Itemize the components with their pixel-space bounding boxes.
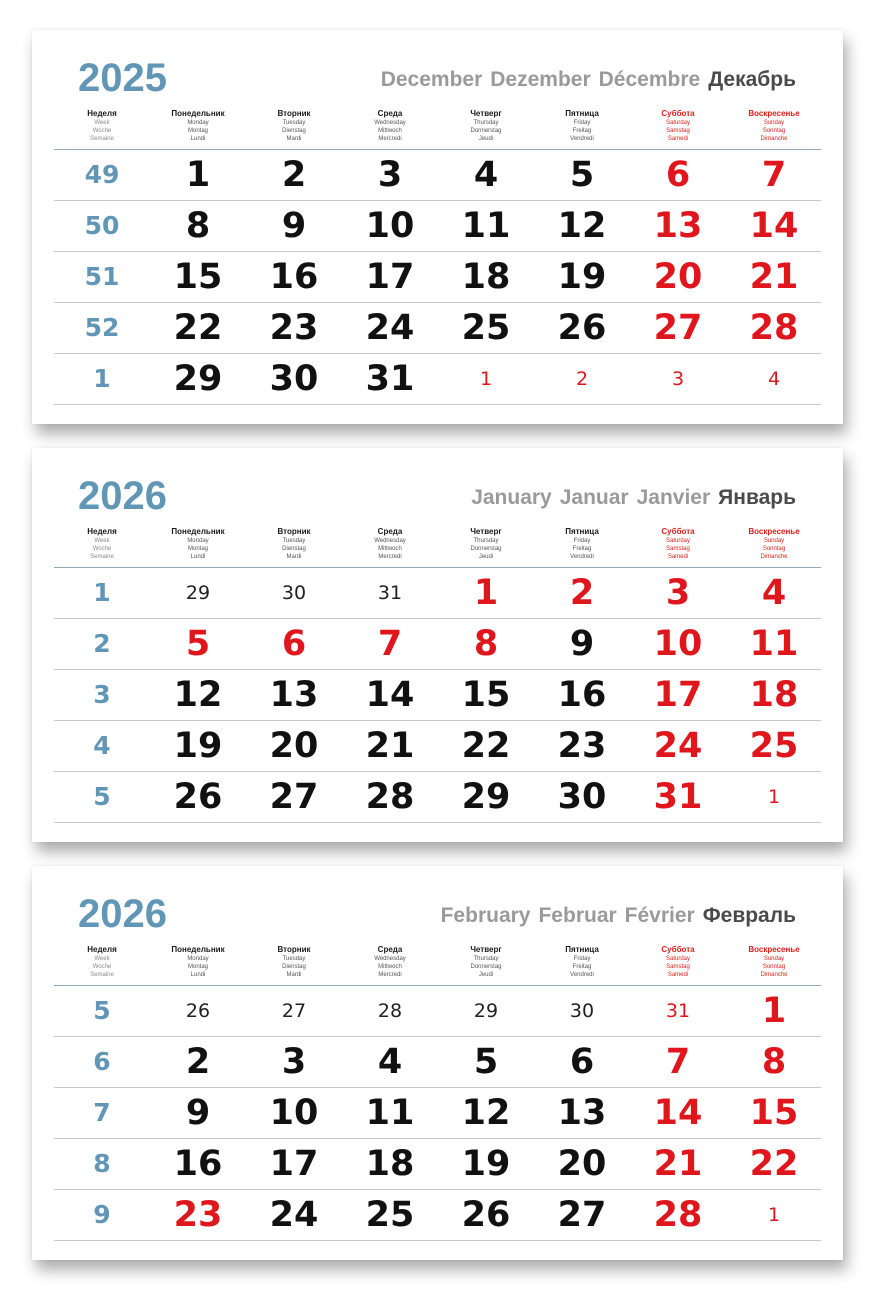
year-label: 2026 — [78, 474, 167, 518]
day-cell: 1 — [473, 573, 499, 613]
day-header-fr: Mardi — [286, 972, 302, 978]
day-cell: 30 — [269, 359, 319, 399]
day-cell: 1 — [761, 991, 787, 1031]
day-header-de: Dienstag — [282, 546, 306, 552]
week-row — [54, 1088, 821, 1139]
day-header-fr: Vendredi — [570, 972, 594, 978]
day-cell: 16 — [269, 257, 319, 297]
day-cell: 25 — [461, 308, 511, 348]
day-header-fr: Lundi — [190, 972, 206, 978]
day-header-en: Week — [94, 120, 110, 126]
day-cell: 5 — [473, 1042, 499, 1082]
day-cell: 31 — [365, 359, 415, 399]
day-header-de: Mittwoch — [378, 128, 402, 134]
week-number: 51 — [84, 262, 120, 291]
day-cell: 14 — [749, 206, 799, 246]
week-number: 7 — [93, 1098, 111, 1127]
day-header-fr: Semaine — [90, 554, 114, 560]
day-header-fr: Lundi — [190, 136, 206, 142]
day-cell: 12 — [173, 675, 223, 715]
adjacent-day-cell: 1 — [479, 368, 493, 390]
day-cell: 20 — [269, 726, 319, 766]
day-cell: 21 — [365, 726, 415, 766]
day-header-en: Week — [94, 538, 110, 544]
day-cell: 4 — [473, 155, 499, 195]
day-cell: 22 — [749, 1144, 799, 1184]
day-cell: 26 — [557, 308, 607, 348]
month-name-fr: Janvier — [636, 486, 711, 509]
day-header-en: Saturday — [665, 120, 690, 126]
day-header — [534, 527, 630, 561]
month-names — [373, 68, 796, 92]
day-header — [630, 945, 726, 979]
day-cell: 9 — [185, 1093, 211, 1133]
day-cell: 20 — [557, 1144, 607, 1184]
day-header-fr: Mardi — [286, 136, 302, 142]
day-header — [150, 945, 246, 979]
day-header — [246, 109, 342, 143]
day-header — [150, 527, 246, 561]
day-header — [246, 945, 342, 979]
day-header-en: Wednesday — [374, 956, 406, 962]
week-row — [54, 772, 821, 823]
week-number: 4 — [93, 731, 111, 760]
day-header-de: Donnerstag — [470, 128, 502, 134]
day-header-ru: Вторник — [277, 945, 311, 954]
day-cell: 8 — [473, 624, 499, 664]
day-header-en: Sunday — [763, 956, 785, 962]
day-cell: 18 — [461, 257, 511, 297]
day-header-en: Tuesday — [282, 538, 306, 544]
week-number: 5 — [93, 782, 111, 811]
day-cell: 28 — [653, 1195, 703, 1235]
day-header — [726, 945, 822, 979]
day-cell: 3 — [665, 573, 691, 613]
month-name-de: Januar — [559, 486, 629, 509]
day-cell: 19 — [557, 257, 607, 297]
day-header-en: Saturday — [665, 956, 690, 962]
day-cell: 28 — [365, 777, 415, 817]
week-number: 50 — [84, 211, 120, 240]
day-cell: 27 — [557, 1195, 607, 1235]
day-header-fr: Samedi — [667, 972, 689, 978]
month-name-de: Dezember — [490, 68, 591, 91]
day-cell: 7 — [761, 155, 787, 195]
week-number: 1 — [93, 578, 111, 607]
day-cell: 3 — [281, 1042, 307, 1082]
day-cell: 1 — [185, 155, 211, 195]
week-row — [54, 354, 821, 405]
week-row — [54, 568, 821, 619]
day-header-fr: Lundi — [190, 554, 206, 560]
day-header-fr: Samedi — [667, 554, 689, 560]
day-header — [534, 109, 630, 143]
day-header-fr: Mardi — [286, 554, 302, 560]
day-header-ru: Понедельник — [171, 527, 225, 536]
adjacent-day-cell: 2 — [575, 368, 589, 390]
day-header-ru: Понедельник — [171, 109, 225, 118]
week-number: 2 — [93, 629, 111, 658]
year-label: 2025 — [78, 56, 167, 100]
day-header-en: Monday — [187, 956, 209, 962]
day-header-ru: Вторник — [277, 527, 311, 536]
day-header-de: Woche — [92, 128, 112, 134]
adjacent-day-cell: 30 — [281, 582, 307, 604]
day-header-en: Thursday — [473, 956, 499, 962]
day-cell: 21 — [749, 257, 799, 297]
day-cell: 10 — [269, 1093, 319, 1133]
week-row — [54, 201, 821, 252]
adjacent-day-cell: 29 — [473, 1000, 499, 1022]
month-names — [463, 486, 796, 510]
day-header-en: Monday — [187, 120, 209, 126]
day-cell: 10 — [653, 624, 703, 664]
day-header-ru: Среда — [377, 109, 403, 118]
adjacent-day-cell: 31 — [377, 582, 403, 604]
year-label: 2026 — [78, 892, 167, 936]
day-header-ru: Среда — [377, 945, 403, 954]
day-header-fr: Jeudi — [478, 136, 494, 142]
day-header-fr: Dimanche — [760, 136, 788, 142]
day-cell: 29 — [461, 777, 511, 817]
month-name-ru: Февраль — [702, 904, 796, 927]
week-number: 6 — [93, 1047, 111, 1076]
day-header-de: Sonntag — [762, 128, 786, 134]
adjacent-day-cell: 30 — [569, 1000, 595, 1022]
day-cell: 16 — [173, 1144, 223, 1184]
day-cell: 24 — [653, 726, 703, 766]
day-header-ru: Пятница — [565, 527, 599, 536]
day-cell: 24 — [365, 308, 415, 348]
day-cell: 7 — [377, 624, 403, 664]
day-cell: 6 — [665, 155, 691, 195]
week-row — [54, 721, 821, 772]
day-cell: 13 — [653, 206, 703, 246]
day-header-en: Tuesday — [282, 956, 306, 962]
day-header-de: Freitag — [572, 128, 592, 134]
day-header — [726, 109, 822, 143]
day-cell: 23 — [557, 726, 607, 766]
month-name-fr: Février — [624, 904, 695, 927]
day-header-ru: Воскресенье — [748, 945, 800, 954]
day-header-en: Tuesday — [282, 120, 306, 126]
day-header-ru: Суббота — [661, 945, 695, 954]
day-header — [342, 109, 438, 143]
day-header — [438, 527, 534, 561]
month-name-de: Februar — [538, 904, 617, 927]
day-header-en: Thursday — [473, 120, 499, 126]
day-header-ru: Среда — [377, 527, 403, 536]
day-cell: 4 — [761, 573, 787, 613]
day-header-ru: Вторник — [277, 109, 311, 118]
day-cell: 19 — [461, 1144, 511, 1184]
day-header-de: Mittwoch — [378, 546, 402, 552]
day-header-ru: Суббота — [661, 109, 695, 118]
day-header-de: Montag — [187, 128, 208, 134]
day-header — [630, 527, 726, 561]
adjacent-day-cell: 28 — [377, 1000, 403, 1022]
day-cell: 6 — [281, 624, 307, 664]
day-cell: 23 — [173, 1195, 223, 1235]
week-number: 3 — [93, 680, 111, 709]
adjacent-day-cell: 1 — [767, 786, 781, 808]
day-header — [726, 527, 822, 561]
day-header-en: Sunday — [763, 538, 785, 544]
day-cell: 26 — [461, 1195, 511, 1235]
day-header-fr: Samedi — [667, 136, 689, 142]
month-panel — [32, 866, 843, 1260]
day-cell: 9 — [281, 206, 307, 246]
day-cell: 30 — [557, 777, 607, 817]
day-header-en: Week — [94, 956, 110, 962]
day-cell: 4 — [377, 1042, 403, 1082]
day-header-de: Donnerstag — [470, 546, 502, 552]
week-row — [54, 1139, 821, 1190]
day-header-ru: Суббота — [661, 527, 695, 536]
day-cell: 2 — [281, 155, 307, 195]
month-names — [433, 904, 796, 928]
day-header-de: Samstag — [666, 964, 690, 970]
day-cell: 25 — [749, 726, 799, 766]
week-number: 49 — [84, 160, 120, 189]
day-cell: 16 — [557, 675, 607, 715]
month-name-en: January — [471, 486, 552, 509]
week-number: 8 — [93, 1149, 111, 1178]
day-header-de: Freitag — [572, 964, 592, 970]
day-header-ru: Пятница — [565, 945, 599, 954]
day-cell: 12 — [461, 1093, 511, 1133]
day-cell: 17 — [269, 1144, 319, 1184]
day-header-de: Sonntag — [762, 546, 786, 552]
day-cell: 19 — [173, 726, 223, 766]
week-row — [54, 252, 821, 303]
day-cell: 29 — [173, 359, 223, 399]
day-header-en: Friday — [573, 956, 591, 962]
day-cell: 25 — [365, 1195, 415, 1235]
week-number: 5 — [93, 996, 111, 1025]
day-header — [150, 109, 246, 143]
adjacent-day-cell: 1 — [767, 1204, 781, 1226]
month-name-en: February — [440, 904, 531, 927]
week-row — [54, 670, 821, 721]
day-header-fr: Jeudi — [478, 554, 494, 560]
week-row — [54, 1190, 821, 1241]
day-header-de: Dienstag — [282, 964, 306, 970]
day-header-de: Donnerstag — [470, 964, 502, 970]
day-header-en: Wednesday — [374, 120, 406, 126]
day-header-fr: Semaine — [90, 972, 114, 978]
day-cell: 11 — [365, 1093, 415, 1133]
day-cell: 14 — [365, 675, 415, 715]
day-header-en: Thursday — [473, 538, 499, 544]
day-cell: 14 — [653, 1093, 703, 1133]
day-cell: 28 — [749, 308, 799, 348]
day-header-en: Friday — [573, 538, 591, 544]
month-panel — [32, 448, 843, 842]
day-header-fr: Dimanche — [760, 554, 788, 560]
day-header-de: Samstag — [666, 546, 690, 552]
day-header-de: Woche — [92, 964, 112, 970]
day-cell: 21 — [653, 1144, 703, 1184]
adjacent-day-cell: 27 — [281, 1000, 307, 1022]
day-cell: 13 — [557, 1093, 607, 1133]
week-row — [54, 619, 821, 670]
day-header-de: Samstag — [666, 128, 690, 134]
day-header-fr: Mercredi — [378, 136, 402, 142]
day-cell: 11 — [461, 206, 511, 246]
day-cell: 3 — [377, 155, 403, 195]
day-header-ru: Пятница — [565, 109, 599, 118]
day-header-fr: Semaine — [90, 136, 114, 142]
day-header-fr: Vendredi — [570, 554, 594, 560]
month-name-ru: Январь — [718, 486, 796, 509]
day-header-de: Freitag — [572, 546, 592, 552]
day-header-de: Montag — [187, 546, 208, 552]
day-cell: 15 — [173, 257, 223, 297]
day-cell: 15 — [461, 675, 511, 715]
day-header-ru: Четверг — [470, 527, 502, 536]
month-name-ru: Декабрь — [708, 68, 796, 91]
day-cell: 27 — [269, 777, 319, 817]
day-cell: 27 — [653, 308, 703, 348]
day-header-fr: Mercredi — [378, 554, 402, 560]
day-header — [438, 945, 534, 979]
day-cell: 8 — [185, 206, 211, 246]
day-cell: 2 — [569, 573, 595, 613]
day-header-fr: Mercredi — [378, 972, 402, 978]
day-header-de: Woche — [92, 546, 112, 552]
day-cell: 24 — [269, 1195, 319, 1235]
day-header-ru: Понедельник — [171, 945, 225, 954]
adjacent-day-cell: 29 — [185, 582, 211, 604]
day-header-fr: Jeudi — [478, 972, 494, 978]
day-cell: 22 — [173, 308, 223, 348]
day-header — [534, 945, 630, 979]
month-name-fr: Décembre — [598, 68, 701, 91]
day-header — [630, 109, 726, 143]
day-header-de: Sonntag — [762, 964, 786, 970]
week-number: 9 — [93, 1200, 111, 1229]
day-header-ru: Неделя — [87, 527, 117, 536]
day-header-ru: Воскресенье — [748, 109, 800, 118]
day-header-ru: Четверг — [470, 945, 502, 954]
day-header — [342, 527, 438, 561]
day-header-de: Dienstag — [282, 128, 306, 134]
day-cell: 17 — [365, 257, 415, 297]
week-row — [54, 303, 821, 354]
day-cell: 20 — [653, 257, 703, 297]
day-cell: 23 — [269, 308, 319, 348]
day-header-fr: Dimanche — [760, 972, 788, 978]
adjacent-day-cell: 31 — [665, 1000, 691, 1022]
day-header — [54, 527, 150, 561]
adjacent-day-cell: 4 — [767, 368, 781, 390]
week-number: 52 — [84, 313, 120, 342]
week-row — [54, 1037, 821, 1088]
month-name-en: December — [380, 68, 483, 91]
day-cell: 6 — [569, 1042, 595, 1082]
day-cell: 11 — [749, 624, 799, 664]
day-header-fr: Vendredi — [570, 136, 594, 142]
day-cell: 13 — [269, 675, 319, 715]
day-header-ru: Неделя — [87, 109, 117, 118]
day-cell: 12 — [557, 206, 607, 246]
day-header-ru: Неделя — [87, 945, 117, 954]
day-header-de: Montag — [187, 964, 208, 970]
week-number: 1 — [93, 364, 111, 393]
day-cell: 31 — [653, 777, 703, 817]
day-cell: 2 — [185, 1042, 211, 1082]
week-row — [54, 986, 821, 1037]
month-panel — [32, 30, 843, 424]
day-cell: 10 — [365, 206, 415, 246]
day-cell: 18 — [365, 1144, 415, 1184]
day-header — [54, 109, 150, 143]
day-header-de: Mittwoch — [378, 964, 402, 970]
day-header — [438, 109, 534, 143]
day-cell: 8 — [761, 1042, 787, 1082]
adjacent-day-cell: 3 — [671, 368, 685, 390]
day-header-ru: Четверг — [470, 109, 502, 118]
day-header — [246, 527, 342, 561]
day-header — [54, 945, 150, 979]
day-cell: 15 — [749, 1093, 799, 1133]
day-header-en: Sunday — [763, 120, 785, 126]
day-header-en: Wednesday — [374, 538, 406, 544]
day-cell: 7 — [665, 1042, 691, 1082]
day-header — [342, 945, 438, 979]
day-header-en: Friday — [573, 120, 591, 126]
day-cell: 18 — [749, 675, 799, 715]
day-cell: 17 — [653, 675, 703, 715]
day-header-en: Saturday — [665, 538, 690, 544]
adjacent-day-cell: 26 — [185, 1000, 211, 1022]
day-cell: 26 — [173, 777, 223, 817]
day-cell: 22 — [461, 726, 511, 766]
day-cell: 9 — [569, 624, 595, 664]
day-cell: 5 — [185, 624, 211, 664]
week-row — [54, 150, 821, 201]
day-header-ru: Воскресенье — [748, 527, 800, 536]
day-cell: 5 — [569, 155, 595, 195]
day-header-en: Monday — [187, 538, 209, 544]
